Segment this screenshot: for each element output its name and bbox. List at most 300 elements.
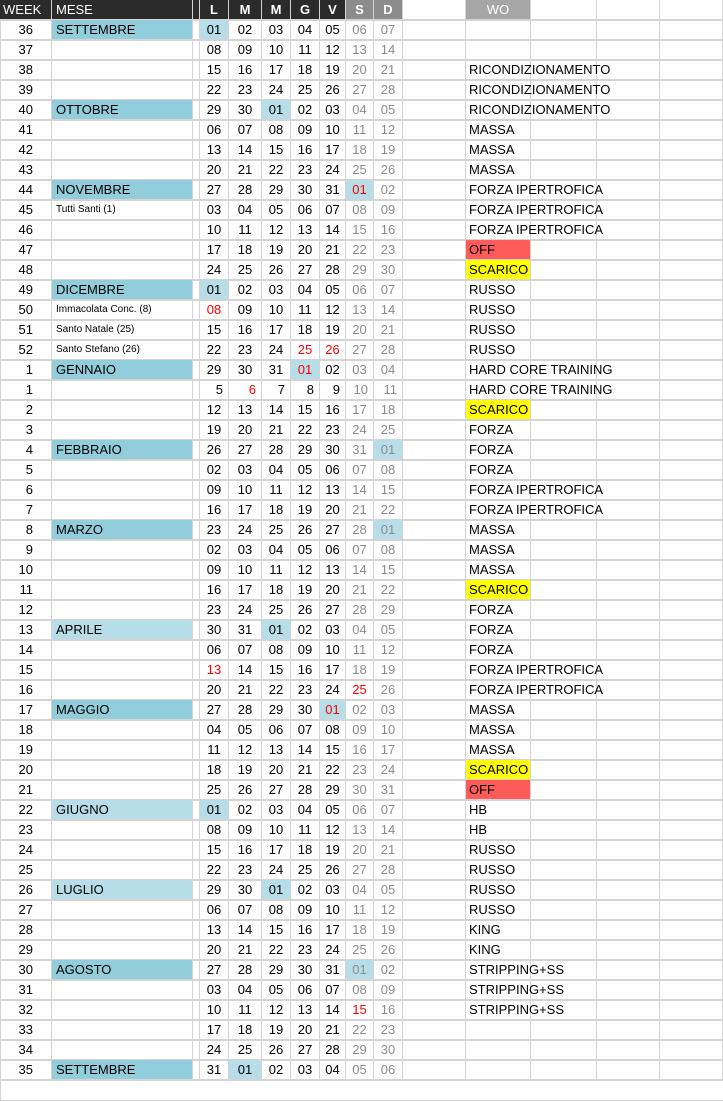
empty-cell[interactable]	[403, 1060, 466, 1080]
empty-cell[interactable]	[597, 220, 660, 240]
workout-cell[interactable]	[466, 60, 611, 80]
day-cell-domenica[interactable]: 04	[374, 360, 403, 380]
day-cell-mercoledi[interactable]: 02	[262, 1060, 291, 1080]
day-cell-domenica[interactable]: 12	[374, 120, 403, 140]
month-cell[interactable]	[52, 500, 193, 520]
empty-cell[interactable]	[597, 1020, 660, 1040]
day-cell-domenica[interactable]: 05	[374, 880, 403, 900]
empty-cell[interactable]	[403, 800, 466, 820]
day-cell-mercoledi[interactable]: 26	[262, 1040, 291, 1060]
empty-cell[interactable]	[193, 260, 200, 280]
day-cell-sabato[interactable]: 13	[346, 820, 374, 840]
empty-cell[interactable]	[403, 280, 466, 300]
month-cell[interactable]: APRILE	[52, 620, 193, 640]
workout-cell[interactable]	[466, 640, 531, 660]
day-cell-sabato[interactable]: 04	[346, 880, 374, 900]
workout-cell[interactable]	[466, 200, 604, 220]
day-cell-venerdi[interactable]: 17	[320, 920, 346, 940]
week-number-cell[interactable]: 48	[0, 260, 52, 280]
day-cell-sabato[interactable]: 11	[346, 120, 374, 140]
empty-cell[interactable]	[660, 820, 723, 840]
day-cell-venerdi[interactable]: 04	[320, 1060, 346, 1080]
day-cell-lunedi[interactable]: 09	[200, 480, 229, 500]
empty-cell[interactable]	[403, 20, 466, 40]
day-cell-martedi[interactable]: 6	[229, 380, 262, 400]
day-cell-domenica[interactable]: 09	[374, 980, 403, 1000]
day-cell-sabato[interactable]: 05	[346, 1060, 374, 1080]
day-cell-domenica[interactable]: 05	[374, 100, 403, 120]
month-cell[interactable]	[52, 580, 193, 600]
month-cell[interactable]	[52, 1000, 193, 1020]
workout-cell[interactable]	[466, 280, 531, 300]
day-cell-venerdi[interactable]: 22	[320, 760, 346, 780]
week-number-cell[interactable]: 34	[0, 1040, 52, 1060]
workout-cell[interactable]	[466, 400, 531, 420]
day-cell-venerdi[interactable]: 03	[320, 880, 346, 900]
day-cell-martedi[interactable]: 26	[229, 780, 262, 800]
workout-cell[interactable]	[466, 520, 531, 540]
day-cell-giovedi[interactable]: 09	[291, 640, 320, 660]
empty-cell[interactable]	[531, 640, 597, 660]
day-cell-lunedi[interactable]: 17	[200, 1020, 229, 1040]
day-cell-sabato[interactable]: 10	[346, 380, 374, 400]
week-number-cell[interactable]: 44	[0, 180, 52, 200]
day-cell-mercoledi[interactable]: 18	[262, 580, 291, 600]
empty-cell[interactable]	[193, 220, 200, 240]
workout-cell[interactable]	[466, 300, 531, 320]
empty-cell[interactable]	[403, 0, 466, 20]
month-cell[interactable]: SETTEMBRE	[52, 20, 193, 40]
day-cell-sabato[interactable]: 25	[346, 940, 374, 960]
day-cell-mercoledi[interactable]: 19	[262, 240, 291, 260]
workout-cell[interactable]	[466, 100, 611, 120]
week-number-cell[interactable]: 9	[0, 540, 52, 560]
day-cell-sabato[interactable]: 04	[346, 100, 374, 120]
day-cell-sabato[interactable]: 30	[346, 780, 374, 800]
empty-cell[interactable]	[597, 720, 660, 740]
empty-cell[interactable]	[193, 60, 200, 80]
empty-cell[interactable]	[193, 720, 200, 740]
day-cell-martedi[interactable]: 30	[229, 880, 262, 900]
day-cell-sabato[interactable]: 01	[346, 180, 374, 200]
empty-cell[interactable]	[403, 60, 466, 80]
month-cell[interactable]	[52, 240, 193, 260]
empty-cell[interactable]	[597, 800, 660, 820]
day-cell-mercoledi[interactable]: 14	[262, 400, 291, 420]
month-cell[interactable]: Santo Natale (25)	[52, 320, 193, 340]
day-cell-giovedi[interactable]: 11	[291, 300, 320, 320]
day-cell-venerdi[interactable]: 10	[320, 900, 346, 920]
day-cell-giovedi[interactable]: 18	[291, 60, 320, 80]
month-cell[interactable]	[52, 540, 193, 560]
empty-cell[interactable]	[660, 140, 723, 160]
day-cell-domenica[interactable]: 02	[374, 180, 403, 200]
month-cell[interactable]	[52, 460, 193, 480]
day-cell-lunedi[interactable]: 02	[200, 540, 229, 560]
empty-cell[interactable]	[403, 300, 466, 320]
week-number-cell[interactable]: 30	[0, 960, 52, 980]
day-cell-venerdi[interactable]: 05	[320, 800, 346, 820]
week-number-cell[interactable]: 12	[0, 600, 52, 620]
empty-cell[interactable]	[660, 460, 723, 480]
empty-cell[interactable]	[597, 440, 660, 460]
day-cell-mercoledi[interactable]: 31	[262, 360, 291, 380]
day-cell-martedi[interactable]: 07	[229, 640, 262, 660]
day-cell-domenica[interactable]: 16	[374, 220, 403, 240]
week-number-cell[interactable]: 39	[0, 80, 52, 100]
day-cell-giovedi[interactable]: 30	[291, 960, 320, 980]
empty-cell[interactable]	[597, 160, 660, 180]
empty-cell[interactable]	[193, 400, 200, 420]
empty-cell[interactable]	[597, 1060, 660, 1080]
empty-cell[interactable]	[660, 760, 723, 780]
empty-cell[interactable]	[531, 760, 597, 780]
empty-cell[interactable]	[403, 200, 466, 220]
empty-cell[interactable]	[597, 740, 660, 760]
header-day-lunedi[interactable]: L	[200, 0, 229, 20]
day-cell-lunedi[interactable]: 08	[200, 300, 229, 320]
day-cell-martedi[interactable]: 02	[229, 800, 262, 820]
workout-cell[interactable]	[466, 720, 531, 740]
week-number-cell[interactable]: 6	[0, 480, 52, 500]
day-cell-mercoledi[interactable]: 18	[262, 500, 291, 520]
workout-cell[interactable]	[466, 500, 604, 520]
day-cell-lunedi[interactable]: 25	[200, 780, 229, 800]
day-cell-mercoledi[interactable]: 22	[262, 940, 291, 960]
empty-cell[interactable]	[531, 1020, 597, 1040]
empty-cell[interactable]	[660, 980, 723, 1000]
empty-cell[interactable]	[193, 900, 200, 920]
day-cell-sabato[interactable]: 23	[346, 760, 374, 780]
month-cell[interactable]	[52, 840, 193, 860]
empty-cell[interactable]	[193, 660, 200, 680]
empty-cell[interactable]	[403, 440, 466, 460]
day-cell-sabato[interactable]: 14	[346, 560, 374, 580]
empty-cell[interactable]	[597, 860, 660, 880]
empty-cell[interactable]	[403, 260, 466, 280]
month-cell[interactable]: Tutti Santi (1)	[52, 200, 193, 220]
day-cell-lunedi[interactable]: 20	[200, 680, 229, 700]
empty-cell[interactable]	[193, 420, 200, 440]
day-cell-domenica[interactable]: 22	[374, 500, 403, 520]
month-cell[interactable]: DICEMBRE	[52, 280, 193, 300]
month-cell[interactable]	[52, 680, 193, 700]
empty-cell[interactable]	[660, 680, 723, 700]
empty-cell[interactable]	[597, 680, 660, 700]
empty-cell[interactable]	[403, 640, 466, 660]
empty-cell[interactable]	[597, 0, 660, 20]
empty-cell[interactable]	[660, 580, 723, 600]
day-cell-domenica[interactable]: 30	[374, 260, 403, 280]
month-cell[interactable]	[52, 740, 193, 760]
empty-cell[interactable]	[193, 640, 200, 660]
day-cell-domenica[interactable]: 25	[374, 420, 403, 440]
day-cell-giovedi[interactable]: 16	[291, 140, 320, 160]
day-cell-lunedi[interactable]: 06	[200, 120, 229, 140]
month-cell[interactable]: Immacolata Conc. (8)	[52, 300, 193, 320]
empty-cell[interactable]	[193, 100, 200, 120]
day-cell-lunedi[interactable]: 27	[200, 700, 229, 720]
day-cell-domenica[interactable]: 12	[374, 900, 403, 920]
empty-cell[interactable]	[531, 700, 597, 720]
day-cell-lunedi[interactable]: 22	[200, 80, 229, 100]
week-number-cell[interactable]: 28	[0, 920, 52, 940]
empty-cell[interactable]	[193, 600, 200, 620]
empty-cell[interactable]	[193, 620, 200, 640]
day-cell-lunedi[interactable]: 29	[200, 880, 229, 900]
week-number-cell[interactable]: 49	[0, 280, 52, 300]
empty-cell[interactable]	[403, 760, 466, 780]
day-cell-sabato[interactable]: 13	[346, 40, 374, 60]
day-cell-mercoledi[interactable]: 22	[262, 680, 291, 700]
day-cell-giovedi[interactable]: 23	[291, 680, 320, 700]
day-cell-mercoledi[interactable]: 27	[262, 780, 291, 800]
empty-cell[interactable]	[193, 980, 200, 1000]
month-cell[interactable]	[52, 80, 193, 100]
empty-cell[interactable]	[597, 280, 660, 300]
month-cell[interactable]	[52, 1040, 193, 1060]
empty-cell[interactable]	[597, 180, 660, 200]
day-cell-sabato[interactable]: 07	[346, 460, 374, 480]
workout-cell[interactable]	[466, 540, 531, 560]
day-cell-lunedi[interactable]: 13	[200, 660, 229, 680]
day-cell-giovedi[interactable]: 19	[291, 500, 320, 520]
day-cell-domenica[interactable]: 31	[374, 780, 403, 800]
empty-cell[interactable]	[531, 460, 597, 480]
empty-cell[interactable]	[193, 240, 200, 260]
week-number-cell[interactable]: 14	[0, 640, 52, 660]
day-cell-martedi[interactable]: 17	[229, 580, 262, 600]
empty-cell[interactable]	[597, 820, 660, 840]
day-cell-mercoledi[interactable]: 24	[262, 80, 291, 100]
day-cell-domenica[interactable]: 10	[374, 720, 403, 740]
workout-cell[interactable]	[466, 440, 531, 460]
day-cell-martedi[interactable]: 31	[229, 620, 262, 640]
day-cell-martedi[interactable]: 23	[229, 860, 262, 880]
day-cell-giovedi[interactable]: 04	[291, 280, 320, 300]
day-cell-lunedi[interactable]: 15	[200, 320, 229, 340]
day-cell-giovedi[interactable]: 25	[291, 80, 320, 100]
day-cell-sabato[interactable]: 08	[346, 980, 374, 1000]
empty-cell[interactable]	[193, 160, 200, 180]
week-number-cell[interactable]: 29	[0, 940, 52, 960]
empty-cell[interactable]	[597, 1000, 660, 1020]
empty-cell[interactable]	[597, 840, 660, 860]
day-cell-martedi[interactable]: 07	[229, 900, 262, 920]
week-number-cell[interactable]: 4	[0, 440, 52, 460]
day-cell-lunedi[interactable]: 26	[200, 440, 229, 460]
week-number-cell[interactable]: 20	[0, 760, 52, 780]
day-cell-lunedi[interactable]: 01	[200, 20, 229, 40]
day-cell-mercoledi[interactable]: 08	[262, 900, 291, 920]
day-cell-sabato[interactable]: 06	[346, 800, 374, 820]
empty-cell[interactable]	[597, 480, 660, 500]
empty-cell[interactable]	[660, 260, 723, 280]
workout-cell[interactable]	[466, 240, 531, 260]
month-cell[interactable]	[52, 940, 193, 960]
empty-cell[interactable]	[403, 940, 466, 960]
day-cell-martedi[interactable]: 09	[229, 40, 262, 60]
day-cell-lunedi[interactable]: 22	[200, 860, 229, 880]
empty-cell[interactable]	[193, 180, 200, 200]
workout-cell[interactable]	[466, 680, 604, 700]
day-cell-giovedi[interactable]: 30	[291, 700, 320, 720]
month-cell[interactable]	[52, 480, 193, 500]
day-cell-sabato[interactable]: 31	[346, 440, 374, 460]
workout-cell[interactable]	[466, 760, 531, 780]
day-cell-mercoledi[interactable]: 06	[262, 720, 291, 740]
day-cell-venerdi[interactable]: 05	[320, 280, 346, 300]
day-cell-venerdi[interactable]: 30	[320, 440, 346, 460]
week-number-cell[interactable]: 50	[0, 300, 52, 320]
day-cell-giovedi[interactable]: 30	[291, 180, 320, 200]
header-week[interactable]: WEEK	[0, 0, 52, 20]
day-cell-venerdi[interactable]: 26	[320, 80, 346, 100]
empty-cell[interactable]	[531, 0, 597, 20]
day-cell-venerdi[interactable]: 05	[320, 20, 346, 40]
empty-cell[interactable]	[403, 480, 466, 500]
day-cell-domenica[interactable]: 28	[374, 860, 403, 880]
week-number-cell[interactable]: 2	[0, 400, 52, 420]
day-cell-venerdi[interactable]: 19	[320, 320, 346, 340]
empty-cell[interactable]	[660, 520, 723, 540]
day-cell-venerdi[interactable]: 16	[320, 400, 346, 420]
day-cell-martedi[interactable]: 30	[229, 360, 262, 380]
day-cell-mercoledi[interactable]: 17	[262, 840, 291, 860]
workout-cell[interactable]	[466, 40, 531, 60]
day-cell-lunedi[interactable]: 22	[200, 340, 229, 360]
day-cell-mercoledi[interactable]: 22	[262, 160, 291, 180]
header-day-venerdi[interactable]: V	[320, 0, 346, 20]
empty-cell[interactable]	[531, 300, 597, 320]
day-cell-venerdi[interactable]: 31	[320, 180, 346, 200]
day-cell-mercoledi[interactable]: 19	[262, 1020, 291, 1040]
day-cell-lunedi[interactable]: 20	[200, 160, 229, 180]
day-cell-lunedi[interactable]: 09	[200, 560, 229, 580]
day-cell-mercoledi[interactable]: 01	[262, 100, 291, 120]
week-number-cell[interactable]: 7	[0, 500, 52, 520]
week-number-cell[interactable]: 15	[0, 660, 52, 680]
month-cell[interactable]	[52, 600, 193, 620]
day-cell-giovedi[interactable]: 25	[291, 860, 320, 880]
day-cell-giovedi[interactable]: 07	[291, 720, 320, 740]
workout-cell[interactable]	[466, 740, 531, 760]
day-cell-giovedi[interactable]: 28	[291, 780, 320, 800]
header-wo[interactable]: WO	[466, 0, 531, 20]
week-number-cell[interactable]: 31	[0, 980, 52, 1000]
empty-cell[interactable]	[660, 420, 723, 440]
day-cell-venerdi[interactable]: 14	[320, 220, 346, 240]
month-cell[interactable]	[52, 980, 193, 1000]
day-cell-martedi[interactable]: 14	[229, 660, 262, 680]
empty-cell[interactable]	[660, 660, 723, 680]
empty-cell[interactable]	[403, 560, 466, 580]
day-cell-venerdi[interactable]: 14	[320, 1000, 346, 1020]
day-cell-venerdi[interactable]: 24	[320, 940, 346, 960]
empty-cell[interactable]	[531, 740, 597, 760]
day-cell-sabato[interactable]: 20	[346, 320, 374, 340]
empty-cell[interactable]	[403, 380, 466, 400]
day-cell-domenica[interactable]: 22	[374, 580, 403, 600]
empty-cell[interactable]	[660, 200, 723, 220]
empty-cell[interactable]	[531, 720, 597, 740]
workout-cell[interactable]	[466, 340, 531, 360]
day-cell-sabato[interactable]: 25	[346, 680, 374, 700]
empty-cell[interactable]	[193, 1060, 200, 1080]
empty-cell[interactable]	[660, 1020, 723, 1040]
workout-cell[interactable]	[466, 920, 531, 940]
day-cell-sabato[interactable]: 15	[346, 220, 374, 240]
month-cell[interactable]	[52, 160, 193, 180]
workout-cell[interactable]	[466, 620, 531, 640]
empty-cell[interactable]	[193, 40, 200, 60]
day-cell-martedi[interactable]: 24	[229, 600, 262, 620]
day-cell-martedi[interactable]: 09	[229, 820, 262, 840]
empty-cell[interactable]	[193, 700, 200, 720]
empty-cell[interactable]	[660, 1000, 723, 1020]
week-number-cell[interactable]: 36	[0, 20, 52, 40]
empty-cell[interactable]	[597, 260, 660, 280]
empty-cell[interactable]	[597, 980, 660, 1000]
empty-cell[interactable]	[531, 20, 597, 40]
week-number-cell[interactable]: 26	[0, 880, 52, 900]
day-cell-martedi[interactable]: 19	[229, 760, 262, 780]
day-cell-mercoledi[interactable]: 28	[262, 440, 291, 460]
month-cell[interactable]	[52, 260, 193, 280]
empty-cell[interactable]	[660, 120, 723, 140]
day-cell-sabato[interactable]: 06	[346, 280, 374, 300]
day-cell-giovedi[interactable]: 26	[291, 520, 320, 540]
day-cell-lunedi[interactable]: 06	[200, 900, 229, 920]
day-cell-martedi[interactable]: 09	[229, 300, 262, 320]
header-day-sabato[interactable]: S	[346, 0, 374, 20]
day-cell-sabato[interactable]: 21	[346, 500, 374, 520]
day-cell-venerdi[interactable]: 27	[320, 600, 346, 620]
header-day-martedi[interactable]: M	[229, 0, 262, 20]
empty-cell[interactable]	[403, 140, 466, 160]
empty-cell[interactable]	[403, 740, 466, 760]
day-cell-sabato[interactable]: 18	[346, 920, 374, 940]
day-cell-venerdi[interactable]: 21	[320, 240, 346, 260]
empty-cell[interactable]	[193, 860, 200, 880]
day-cell-mercoledi[interactable]: 7	[262, 380, 291, 400]
empty-cell[interactable]	[403, 860, 466, 880]
day-cell-giovedi[interactable]: 16	[291, 920, 320, 940]
day-cell-mercoledi[interactable]: 10	[262, 300, 291, 320]
month-cell[interactable]	[52, 120, 193, 140]
month-cell[interactable]: LUGLIO	[52, 880, 193, 900]
week-number-cell[interactable]: 22	[0, 800, 52, 820]
workout-cell[interactable]	[466, 20, 531, 40]
empty-cell[interactable]	[597, 520, 660, 540]
empty-cell[interactable]	[531, 780, 597, 800]
empty-cell[interactable]	[660, 860, 723, 880]
empty-cell[interactable]	[403, 160, 466, 180]
day-cell-venerdi[interactable]: 28	[320, 1040, 346, 1060]
empty-cell[interactable]	[531, 160, 597, 180]
day-cell-martedi[interactable]: 21	[229, 680, 262, 700]
day-cell-lunedi[interactable]: 13	[200, 920, 229, 940]
week-number-cell[interactable]: 25	[0, 860, 52, 880]
day-cell-venerdi[interactable]: 9	[320, 380, 346, 400]
day-cell-sabato[interactable]: 20	[346, 840, 374, 860]
header-day-mercoledi[interactable]: M	[262, 0, 291, 20]
day-cell-sabato[interactable]: 27	[346, 340, 374, 360]
empty-cell[interactable]	[403, 1020, 466, 1040]
day-cell-sabato[interactable]: 28	[346, 520, 374, 540]
empty-cell[interactable]	[193, 120, 200, 140]
day-cell-martedi[interactable]: 03	[229, 460, 262, 480]
